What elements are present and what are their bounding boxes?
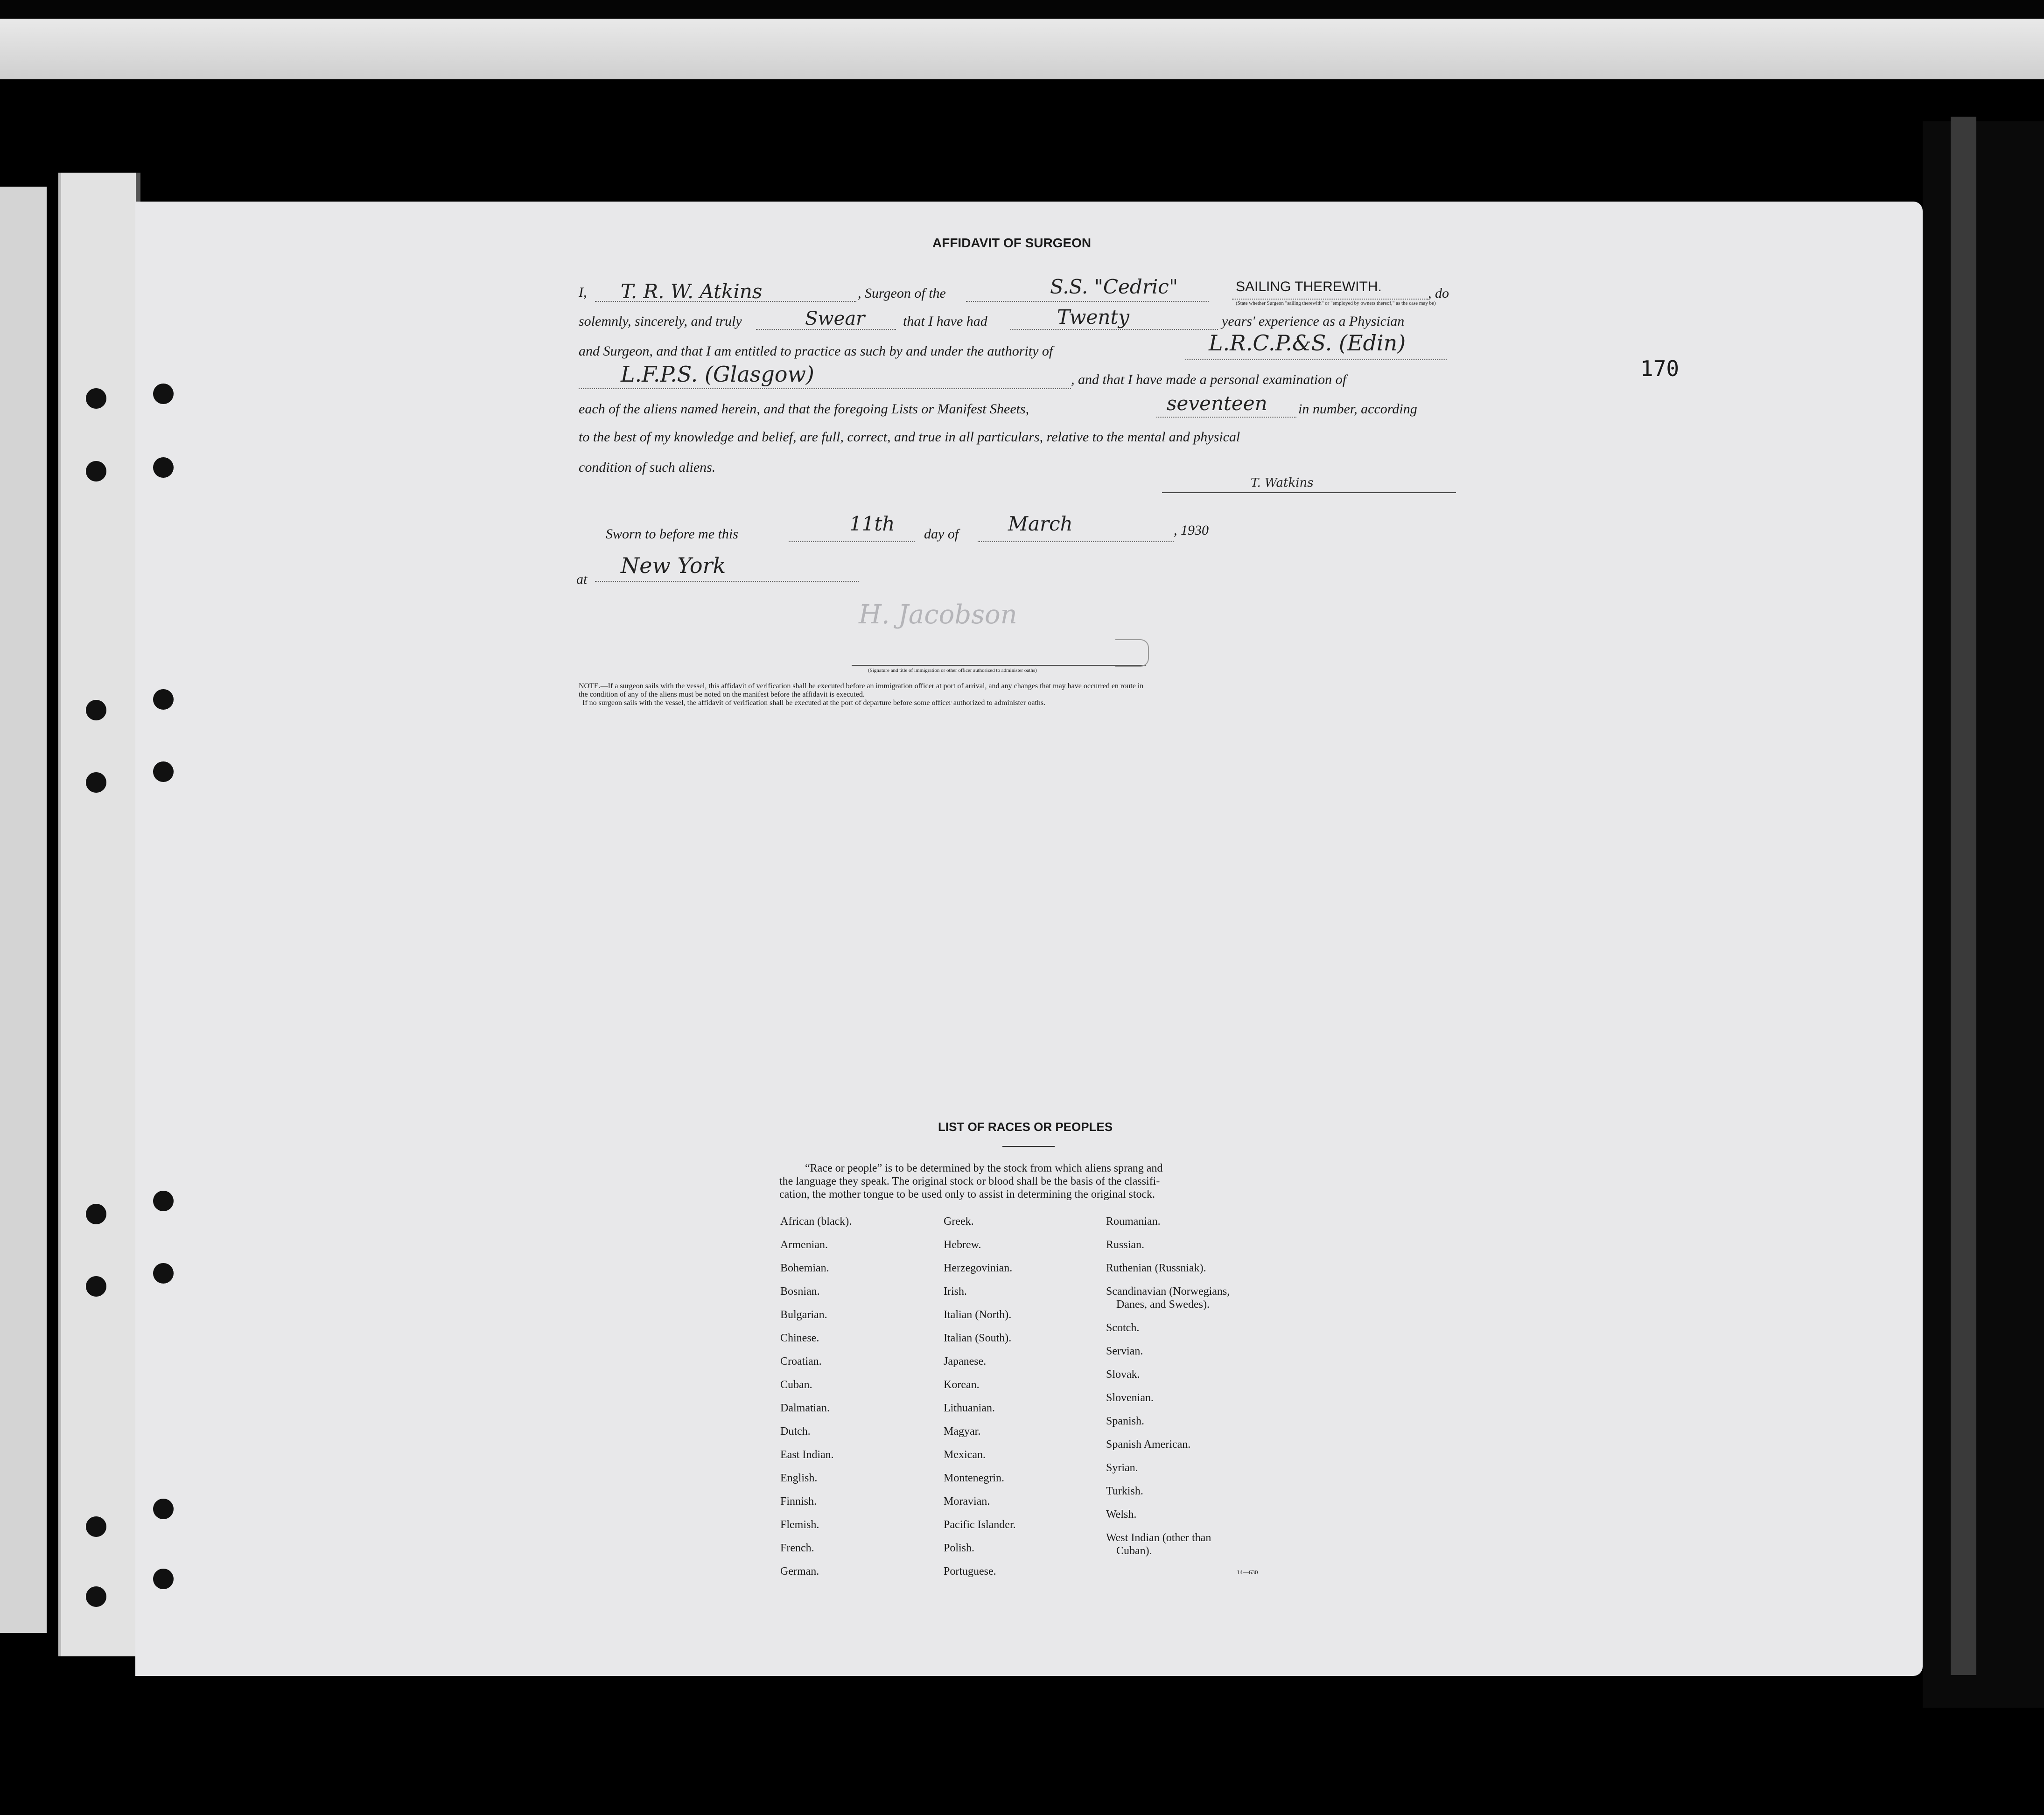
race-entry: Japanese. — [944, 1355, 987, 1368]
race-entry: Cuban. — [780, 1379, 812, 1391]
punch-hole — [153, 384, 174, 404]
punch-hole — [153, 1191, 174, 1211]
race-entry: Roumanian. — [1106, 1215, 1161, 1228]
race-entry: Korean. — [944, 1379, 980, 1391]
medical-authority-1: L.R.C.P.&S. (Edin) — [1209, 330, 1406, 356]
race-entry: Finnish. — [780, 1495, 817, 1508]
years-rule — [1010, 329, 1218, 330]
race-entry: West Indian (other than — [1106, 1532, 1211, 1544]
race-entry: Chinese. — [780, 1332, 819, 1344]
race-entry: Spanish. — [1106, 1415, 1145, 1427]
scan-right-edge — [1923, 121, 2044, 1708]
page-number: 170 — [1640, 356, 1680, 381]
affidavit-line7: condition of such aliens. — [579, 460, 716, 475]
punch-hole — [153, 761, 174, 782]
binder-hole — [86, 1276, 106, 1297]
race-entry: French. — [780, 1542, 814, 1554]
race-entry: Polish. — [944, 1542, 975, 1554]
race-entry: Scotch. — [1106, 1322, 1140, 1334]
punch-hole — [153, 1263, 174, 1284]
binding-spine — [58, 173, 140, 1656]
race-entry: Cuban). — [1116, 1545, 1152, 1557]
years-experience: Twenty — [1057, 306, 1129, 328]
race-entry: Turkish. — [1106, 1485, 1143, 1497]
vessel-name: S.S. "Cedric" — [1050, 275, 1178, 298]
affidavit-line5-prefix: each of the aliens named herein, and that the foregoing Lists or Manifest Sheets, — [579, 401, 1029, 417]
punch-hole — [153, 1499, 174, 1519]
race-entry: Montenegrin. — [944, 1472, 1004, 1484]
place-prefix: at — [576, 572, 588, 587]
race-entry: Slovak. — [1106, 1368, 1140, 1381]
sworn-mid: day of — [924, 526, 959, 542]
race-entry: Flemish. — [780, 1519, 819, 1531]
manifest-sheet-count: seventeen — [1167, 392, 1267, 415]
races-intro-line-3: cation, the mother tongue to be used only to assist in determining the original stock. — [779, 1188, 1155, 1201]
facing-page-edge — [0, 187, 47, 1633]
race-entry: Russian. — [1106, 1239, 1145, 1251]
race-entry: Dutch. — [780, 1425, 811, 1438]
races-intro — [779, 1162, 1274, 1201]
binder-hole — [86, 1586, 106, 1607]
race-entry: Lithuanian. — [944, 1402, 995, 1414]
authority-rule — [1185, 359, 1447, 360]
sailing-stamp: SAILING THEREWITH. — [1236, 279, 1382, 294]
race-entry: African (black). — [780, 1215, 852, 1228]
affidavit-line5-suffix: in number, according — [1298, 401, 1417, 417]
sworn-month: March — [1008, 512, 1073, 535]
binder-hole — [86, 388, 106, 409]
race-entry: Syrian. — [1106, 1462, 1138, 1474]
race-entry: Bulgarian. — [780, 1309, 827, 1321]
affidavit-line2-mid: that I have had — [903, 314, 987, 329]
races-intro-line-1: “Race or people” is to be determined by the stock from which aliens sprang and — [805, 1162, 1163, 1174]
race-entry: Italian (North). — [944, 1309, 1012, 1321]
affidavit-note — [579, 682, 1465, 707]
race-entry: Magyar. — [944, 1425, 981, 1438]
races-column-1 — [780, 1215, 930, 1589]
note-line-2: the condition of any of the aliens must be noted on the manifest before the affidavit is executed. — [579, 691, 865, 698]
affidavit-title: AFFIDAVIT OF SURGEON — [932, 236, 1092, 250]
sworn-year: , 1930 — [1174, 523, 1209, 538]
scan-top-band — [0, 0, 2044, 19]
sworn-place: New York — [621, 553, 726, 578]
affidavit-line6: to the best of my knowledge and belief, are full, correct, and true in all particulars, relative to the mental and physical — [579, 429, 1240, 445]
affidavit-line1-mid: , Surgeon of the — [858, 286, 946, 301]
race-entry: English. — [780, 1472, 818, 1484]
race-entry: Bohemian. — [780, 1262, 829, 1274]
race-entry: Pacific Islander. — [944, 1519, 1016, 1531]
affidavit-line4-suffix: , and that I have made a personal examination of — [1071, 372, 1346, 387]
races-column-3 — [1106, 1215, 1293, 1589]
book-edge-strip — [1951, 117, 1976, 1675]
race-entry: German. — [780, 1565, 819, 1578]
binder-hole — [86, 1204, 106, 1224]
race-entry: Hebrew. — [944, 1239, 981, 1251]
races-column-2 — [944, 1215, 1093, 1589]
binder-hole — [86, 700, 106, 720]
race-entry: Danes, and Swedes). — [1116, 1298, 1210, 1311]
note-line-3: If no surgeon sails with the vessel, the affidavit of verification shall be executed at the port of departure before some officer authorized to administer oaths. — [582, 699, 1046, 707]
race-entry: Moravian. — [944, 1495, 990, 1508]
race-entry: Mexican. — [944, 1449, 986, 1461]
form-number: 14—630 — [1237, 1569, 1258, 1576]
race-entry: Armenian. — [780, 1239, 828, 1251]
race-entry: Servian. — [1106, 1345, 1143, 1357]
medical-authority-2: L.F.P.S. (Glasgow) — [621, 362, 814, 387]
race-entry: Herzegovinian. — [944, 1262, 1013, 1274]
races-title: LIST OF RACES OR PEOPLES — [938, 1120, 1113, 1134]
affidavit-line2-prefix: solemnly, sincerely, and truly — [579, 314, 742, 329]
surgeon-name: T. R. W. Atkins — [621, 280, 763, 303]
race-entry: Italian (South). — [944, 1332, 1012, 1344]
authority2-rule — [579, 388, 1071, 389]
races-intro-line-2: the language they speak. The original stock or blood shall be the basis of the classifi- — [779, 1175, 1160, 1187]
race-entry: Irish. — [944, 1285, 967, 1298]
race-entry: Portuguese. — [944, 1565, 996, 1578]
race-entry: East Indian. — [780, 1449, 834, 1461]
binder-hole — [86, 461, 106, 482]
surgeon-signature: T. Watkins — [1251, 476, 1314, 490]
place-rule — [595, 581, 859, 582]
race-entry: Scandinavian (Norwegians, — [1106, 1285, 1230, 1298]
sheets-rule — [1156, 417, 1296, 418]
affidavit-line1-suffix: , do — [1428, 286, 1449, 301]
vessel-rule — [966, 301, 1209, 302]
surgeon-status-footnote: (State whether Surgeon "sailing therewith" or "employed by owners thereof," as the case may be) — [1236, 300, 1436, 306]
race-entry: Dalmatian. — [780, 1402, 830, 1414]
stamp-rule — [1232, 299, 1428, 300]
punch-hole — [153, 1569, 174, 1589]
officer-signature-line — [852, 665, 1146, 666]
races-title-rule — [1002, 1146, 1055, 1147]
sworn-month-rule — [978, 541, 1174, 542]
binder-hole — [86, 1516, 106, 1537]
sworn-day: 11th — [849, 512, 895, 535]
sworn-day-rule — [789, 541, 915, 542]
race-entry: Croatian. — [780, 1355, 822, 1368]
race-entry: Slovenian. — [1106, 1392, 1154, 1404]
race-entry: Bosnian. — [780, 1285, 820, 1298]
race-entry: Greek. — [944, 1215, 974, 1228]
officer-flourish — [1115, 639, 1149, 667]
punch-hole — [153, 457, 174, 478]
race-entry: Ruthenian (Russniak). — [1106, 1262, 1206, 1274]
officer-caption: (Signature and title of immigration or other officer authorized to administer oaths) — [868, 668, 1037, 673]
punch-hole — [153, 689, 174, 710]
binder-hole — [86, 772, 106, 793]
race-entry: Spanish American. — [1106, 1438, 1191, 1451]
affidavit-line2-suffix: years' experience as a Physician — [1222, 314, 1405, 329]
oath-word: Swear — [805, 308, 865, 329]
scan-top-strip — [0, 19, 2044, 79]
affidavit-line1-prefix: I, — [579, 285, 587, 300]
officer-signature: H. Jacobson — [859, 600, 1017, 630]
race-entry: Welsh. — [1106, 1508, 1137, 1521]
affidavit-line3-prefix: and Surgeon, and that I am entitled to practice as such by and under the authority of — [579, 343, 1053, 359]
surgeon-signature-line — [1162, 492, 1456, 493]
sworn-prefix: Sworn to before me this — [606, 526, 738, 542]
note-line-1: NOTE.—If a surgeon sails with the vessel, this affidavit of verification shall be executed before an immigration officer at port of arrival, and any changes that may have occurred en route in — [579, 682, 1144, 690]
